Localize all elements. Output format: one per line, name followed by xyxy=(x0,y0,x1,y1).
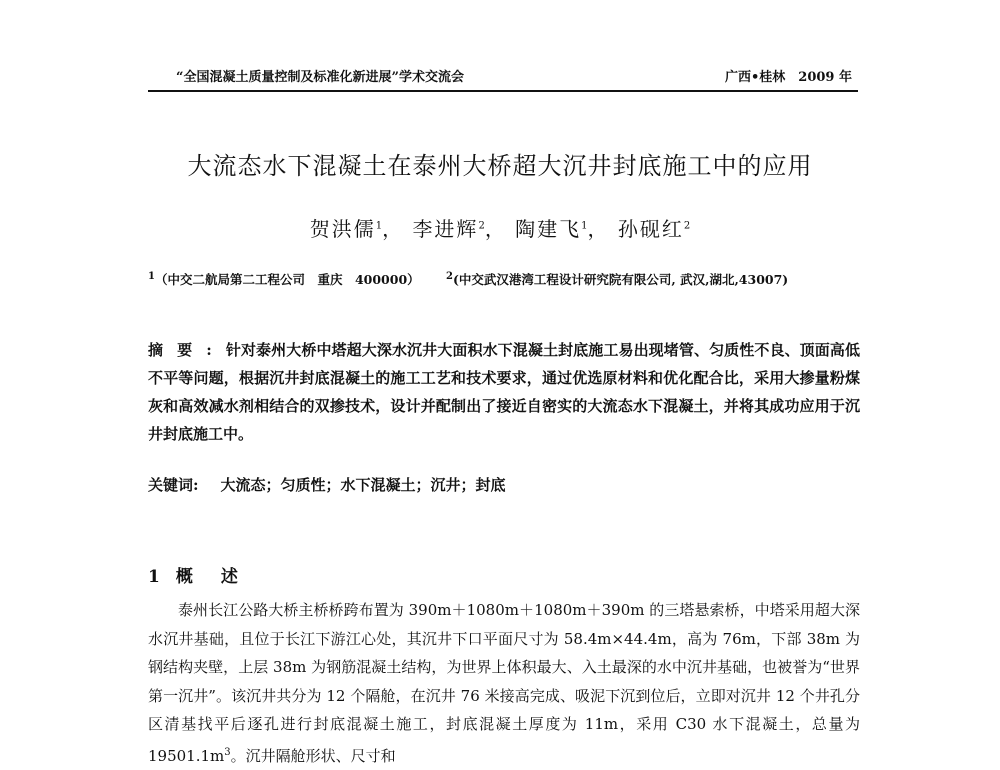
paper-title: 大流态水下混凝土在泰州大桥超大沉井封底施工中的应用 xyxy=(187,152,813,180)
paragraph xyxy=(148,596,860,770)
affil-mark: 1 xyxy=(148,270,155,282)
body-text xyxy=(148,596,860,770)
section-title: 概述 xyxy=(175,567,266,587)
author-affil-mark: 2 xyxy=(478,220,485,232)
affiliation-1: （中交二航局第二工程公司 重庆 400000） xyxy=(154,272,420,287)
author-name: 贺洪儒 xyxy=(309,217,376,241)
affil-mark: 2 xyxy=(446,270,453,282)
author-affil-mark: 1 xyxy=(375,220,383,232)
conference-name: “全国混凝土质量控制及标准化新进展”学术交流会 xyxy=(176,70,464,85)
abstract-label: 摘要: xyxy=(148,341,226,359)
author-affil-mark: 2 xyxy=(683,220,691,232)
section-number: 1 xyxy=(148,567,160,587)
author-name: 孙砚红 xyxy=(617,217,684,241)
superscript: 3 xyxy=(224,746,231,758)
keywords-label: 关键词: xyxy=(148,476,199,494)
author-name: 陶建飞 xyxy=(515,217,582,241)
section-heading xyxy=(148,562,266,587)
paragraph-tail: 。沉井隔舱形状、尺寸和 xyxy=(230,746,396,765)
abstract xyxy=(148,336,860,448)
running-header xyxy=(148,66,858,92)
place-date: 广西•桂林 2009 年 xyxy=(724,70,852,85)
affiliation-2: (中交武汉港湾工程设计研究院有限公司, 武汉,湖北,43007) xyxy=(452,272,789,287)
abstract-text: 针对泰州大桥中塔超大深水沉井大面积水下混凝土封底施工易出现堵管、匀质性不良、顶面高低不平等问题，根据沉井封底混凝土的施工工艺和技术要求，通过优选原材料和优化配合比，采用大掺量粉煤灰和高效减水剂相结合的双掺技术，设计并配制出了接近自密实的大流态水下混凝土，并将其成功应用于沉井封底施工中。 xyxy=(148,341,860,443)
paragraph-text: 泰州长江公路大桥主桥桥跨布置为 390m＋1080m＋1080m＋390m 的三塔悬索桥，中塔采用超大深水沉井基础，且位于长江下游江心处，其沉井下口平面尺寸为 58.4m×44.4m，高为 76m，下部 38m 为钢结构夹壁，上层 38m 为钢筋混凝土结构，为世界上体积最大、入土最深的水中沉井基础，也被誉为“世界第一沉井”。该沉井共分为 12 个隔舱，在沉井 76 米接高完成、吸泥下沉到位后，立即对沉井 12 个井孔分区清基找平后逐孔进行封底混凝土施工，封底混凝土厚度为 11m，采用 C30 水下混凝土，总量为 19501.1m xyxy=(148,601,860,765)
author-list: 贺洪儒$^1$， 李进辉$^2$， 陶建飞$^1$， 孙砚红$^2$ xyxy=(309,217,691,241)
affiliations xyxy=(148,270,860,288)
keywords-text: 大流态；匀质性；水下混凝土；沉井；封底 xyxy=(220,476,506,494)
author-name: 李进辉 xyxy=(412,217,479,241)
keywords xyxy=(148,474,860,495)
author-affil-mark: 1 xyxy=(581,220,588,232)
